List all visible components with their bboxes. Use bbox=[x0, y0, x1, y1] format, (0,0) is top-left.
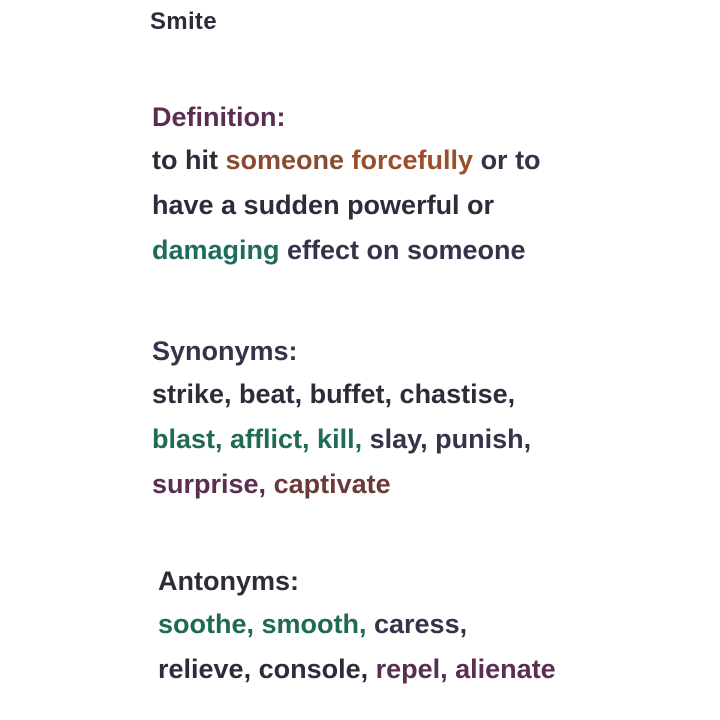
text-segment: slay, punish, bbox=[369, 424, 532, 454]
text-segment: or to bbox=[480, 145, 541, 175]
text-line bbox=[152, 228, 712, 273]
text-line bbox=[152, 183, 712, 228]
text-line bbox=[152, 462, 712, 507]
synonyms-label: Synonyms: bbox=[152, 336, 298, 366]
text-segment: effect on someone bbox=[287, 235, 526, 265]
antonyms-label: Antonyms: bbox=[158, 566, 299, 596]
word-title: Smite bbox=[150, 8, 217, 35]
text-segment: someone bbox=[225, 145, 352, 175]
text-segment: have a sudden powerful or bbox=[152, 190, 495, 220]
synonyms-text bbox=[152, 372, 712, 507]
text-segment: soothe, smooth, bbox=[158, 609, 374, 639]
definition-section bbox=[152, 96, 712, 273]
text-segment: damaging bbox=[152, 235, 288, 265]
text-segment: surprise, bbox=[152, 469, 274, 499]
definition-text bbox=[152, 138, 712, 273]
antonyms-section bbox=[158, 560, 718, 692]
text-segment: relieve, console, bbox=[158, 654, 376, 684]
text-segment: repel, alienate bbox=[375, 654, 556, 684]
antonyms-text bbox=[158, 602, 718, 692]
text-line bbox=[152, 138, 712, 183]
text-line bbox=[158, 602, 718, 647]
text-segment: strike, beat, buffet, chastise, bbox=[152, 379, 516, 409]
text-line bbox=[152, 372, 712, 417]
definition-label: Definition: bbox=[152, 102, 286, 132]
synonyms-section bbox=[152, 330, 712, 507]
text-segment: caress, bbox=[374, 609, 468, 639]
text-segment: to hit bbox=[152, 145, 226, 175]
text-segment: captivate bbox=[273, 469, 391, 499]
text-segment: kill, bbox=[317, 424, 370, 454]
text-line bbox=[158, 647, 718, 692]
text-segment: forcefully bbox=[351, 145, 481, 175]
text-line bbox=[152, 417, 712, 462]
text-segment: blast, afflict, bbox=[152, 424, 318, 454]
